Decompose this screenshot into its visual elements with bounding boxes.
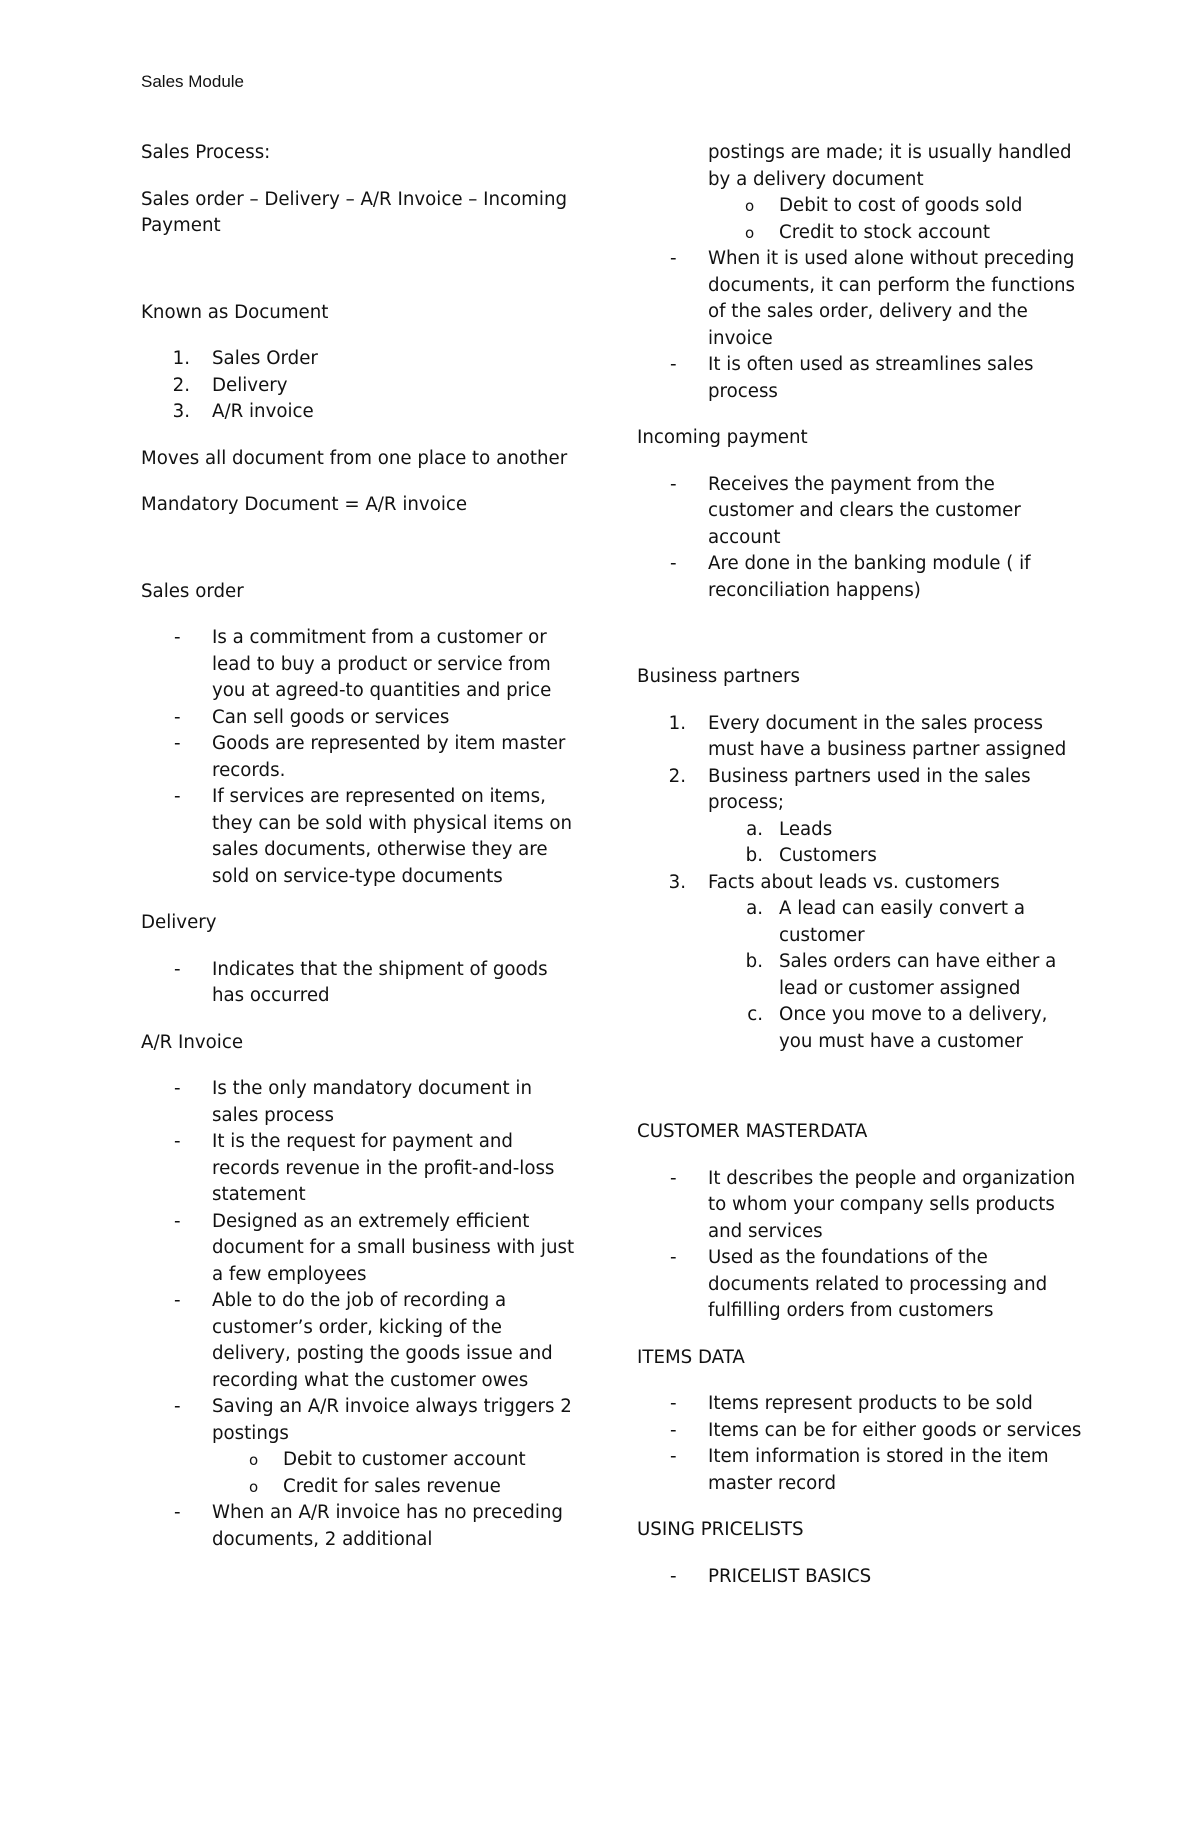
business-partners-list bbox=[637, 711, 1082, 1056]
dash-bullet: - bbox=[174, 627, 181, 648]
delivery-heading: Delivery bbox=[141, 912, 217, 933]
dash-bullet: - bbox=[174, 1210, 181, 1232]
list-item: - Is a commitment from a customer or lead to buy a product or service from you at agreed-to quantities and price bbox=[174, 627, 552, 701]
pricelists-list bbox=[637, 1564, 1082, 1591]
circle-bullet: o bbox=[249, 1451, 259, 1469]
delivery-list bbox=[141, 957, 581, 1010]
known-as-document-label: Known as Document bbox=[141, 301, 329, 323]
circle-bullet: o bbox=[745, 223, 755, 242]
list-number: 1. bbox=[172, 348, 190, 369]
list-number: 3. bbox=[668, 871, 686, 893]
customer-masterdata-list bbox=[637, 1166, 1082, 1325]
customer-masterdata-heading: CUSTOMER MASTERDATA bbox=[637, 1121, 868, 1142]
list-letter: a. bbox=[746, 818, 763, 840]
sales-order-heading: Sales order bbox=[141, 580, 244, 602]
moves-text: Moves all document from one place to another bbox=[141, 447, 568, 469]
dash-bullet: - bbox=[670, 1167, 677, 1189]
dash-bullet: - bbox=[670, 1247, 677, 1268]
dash-bullet: - bbox=[670, 1565, 677, 1587]
list-item: 2. Delivery bbox=[141, 373, 581, 400]
list-item: - It is often used as streamlines sales process bbox=[670, 354, 1034, 402]
items-data-heading: ITEMS DATA bbox=[637, 1346, 745, 1368]
list-item: - PRICELIST BASICS bbox=[637, 1564, 1082, 1591]
list-item: - Indicates that the shipment of goods has occurred bbox=[174, 958, 548, 1006]
dash-bullet: - bbox=[174, 1131, 181, 1152]
page-header: Sales Module bbox=[141, 72, 245, 91]
dash-bullet: - bbox=[174, 1396, 181, 1417]
incoming-payment-list bbox=[637, 472, 1082, 605]
left-column bbox=[141, 140, 581, 1553]
list-letter: b. bbox=[745, 845, 763, 866]
list-number: 1. bbox=[668, 712, 686, 734]
dash-bullet: - bbox=[670, 473, 677, 495]
dash-bullet: - bbox=[670, 1446, 677, 1467]
list-item: - Is the only mandatory document in sales process bbox=[174, 1078, 532, 1126]
sub-list-item: c. Once you move to a delivery, you must have a customer bbox=[637, 1002, 1082, 1055]
sub-list-item: b. Customers bbox=[637, 843, 1082, 870]
circle-bullet: o bbox=[249, 1477, 259, 1496]
list-item: 2. Business partners used in the sales process; bbox=[637, 764, 1082, 817]
dash-bullet: - bbox=[174, 786, 181, 807]
sub-list-item: a. Leads bbox=[637, 817, 1082, 844]
list-item: 1. Every document in the sales process must have a business partner assigned bbox=[637, 711, 1082, 764]
list-item: - Items represent products to be sold bbox=[637, 1391, 1082, 1418]
sub-list-item: o Credit to stock account bbox=[637, 220, 1082, 247]
list-item: - Able to do the job of recording a customer’s order, kicking of the delivery, posting the goods issue and recording what the customer owes bbox=[174, 1290, 553, 1391]
list-letter: b. bbox=[745, 951, 763, 972]
list-item: - Saving an A/R invoice always triggers 2 postings bbox=[174, 1396, 572, 1444]
list-item: - Items can be for either goods or services bbox=[637, 1418, 1082, 1445]
known-document-list bbox=[141, 346, 581, 426]
list-item: 3. Facts about leads vs. customers bbox=[637, 870, 1082, 897]
mandatory-text: Mandatory Document = A/R invoice bbox=[141, 494, 468, 515]
ar-invoice-heading: A/R Invoice bbox=[141, 1031, 244, 1053]
dash-bullet: - bbox=[174, 1502, 181, 1523]
sub-list-item: o Debit to cost of goods sold bbox=[637, 193, 1082, 220]
list-item: - It describes the people and organization to whom your company sells products and services bbox=[670, 1167, 1076, 1242]
items-data-list bbox=[637, 1391, 1082, 1497]
list-number: 3. bbox=[172, 401, 190, 422]
list-item: - When an A/R invoice has no preceding documents, 2 additional bbox=[174, 1502, 563, 1550]
list-letter: a. bbox=[746, 898, 763, 919]
dash-bullet: - bbox=[670, 354, 677, 375]
dash-bullet: - bbox=[670, 1393, 677, 1414]
list-item: - Item information is stored in the item master record bbox=[670, 1446, 1049, 1494]
list-item: - Used as the foundations of the documents related to processing and fulfilling orders from customers bbox=[670, 1247, 1048, 1321]
list-letter: c. bbox=[747, 1004, 763, 1025]
list-item: 3. A/R invoice bbox=[141, 399, 581, 426]
list-item: 1. Sales Order bbox=[141, 346, 581, 373]
sales-process-label: Sales Process: bbox=[141, 142, 271, 163]
using-pricelists-heading: USING PRICELISTS bbox=[637, 1519, 804, 1540]
dash-bullet: - bbox=[670, 248, 677, 269]
circle-bullet: o bbox=[745, 197, 755, 215]
right-column bbox=[637, 140, 1082, 1590]
sub-list-item: o Credit for sales revenue bbox=[141, 1474, 581, 1501]
sales-process-flow: Sales order – Delivery – A/R Invoice – Incoming Payment bbox=[141, 188, 568, 236]
dash-bullet: - bbox=[174, 733, 181, 754]
dash-bullet: - bbox=[174, 958, 181, 980]
list-item: - If services are represented on items, they can be sold with physical items on sales documents, otherwise they are sold on service-type documents bbox=[174, 786, 573, 887]
sub-list-item: o Debit to customer account bbox=[141, 1447, 581, 1474]
sub-list-item: a. A lead can easily convert a customer bbox=[637, 896, 1082, 949]
list-item: - Are done in the banking module ( if reconciliation happens) bbox=[670, 553, 1031, 601]
dash-bullet: - bbox=[174, 1078, 181, 1099]
list-item: - Receives the payment from the customer and clears the customer account bbox=[670, 473, 1021, 548]
list-item: - It is the request for payment and records revenue in the profit-and-loss statement bbox=[174, 1131, 555, 1205]
list-number: 2. bbox=[668, 765, 686, 787]
list-item: - When it is used alone without preceding documents, it can perform the functions of the sales order, delivery and the invoice bbox=[670, 248, 1076, 349]
continued-text: postings are made; it is usually handled by a delivery document bbox=[708, 142, 1072, 190]
sales-order-list bbox=[141, 625, 581, 890]
dash-bullet: - bbox=[670, 1419, 677, 1441]
incoming-payment-heading: Incoming payment bbox=[637, 427, 808, 448]
list-item: - Designed as an extremely efficient document for a small business with just a few employees bbox=[174, 1210, 575, 1285]
dash-bullet: - bbox=[174, 706, 181, 728]
business-partners-heading: Business partners bbox=[637, 666, 800, 687]
sub-list-item: b. Sales orders can have either a lead or customer assigned bbox=[637, 949, 1082, 1002]
list-item: - Goods are represented by item master records. bbox=[174, 733, 566, 781]
dash-bullet: - bbox=[174, 1290, 181, 1311]
list-item: - Can sell goods or services bbox=[141, 705, 581, 732]
list-number: 2. bbox=[172, 374, 190, 396]
dash-bullet: - bbox=[670, 553, 677, 574]
ar-invoice-list bbox=[141, 1076, 581, 1553]
